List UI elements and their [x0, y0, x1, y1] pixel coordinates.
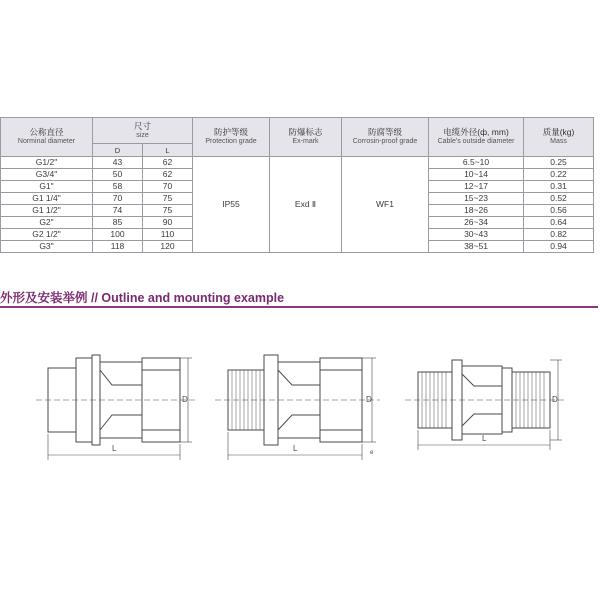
cell-nominal: G1 1/2"	[1, 205, 93, 217]
cell-d: 85	[93, 217, 143, 229]
cell-d: 118	[93, 241, 143, 253]
header-corrosion-en: Corrosin-proof grade	[352, 138, 418, 145]
cell-cable: 26~34	[429, 217, 524, 229]
cell-cable: 15~23	[429, 193, 524, 205]
header-cable-zh: 电缆外径(ф, mm)	[443, 127, 509, 137]
section-divider	[0, 306, 598, 308]
cell-l: 62	[143, 169, 193, 181]
dim-note-mark: e	[370, 450, 374, 456]
header-size-d: D	[93, 144, 143, 157]
header-protection-zh: 防护等级	[214, 127, 249, 137]
spec-table	[0, 117, 594, 253]
cell-l: 90	[143, 217, 193, 229]
header-nominal-zh: 公称直径	[29, 127, 64, 137]
cell-l: 70	[143, 181, 193, 193]
cell-l: 110	[143, 229, 193, 241]
cell-cable: 38~51	[429, 241, 524, 253]
dim-label-d-3: D	[552, 395, 558, 404]
cell-nominal: G1 1/4"	[1, 193, 93, 205]
cell-mass: 0.25	[524, 157, 594, 169]
section-title: 外形及安装举例 // Outline and mounting example	[0, 291, 285, 305]
cell-d: 74	[93, 205, 143, 217]
header-corrosion	[342, 118, 429, 157]
cell-cable: 6.5~10	[429, 157, 524, 169]
cell-cable: 18~26	[429, 205, 524, 217]
cell-mass: 0.52	[524, 193, 594, 205]
header-size-l: L	[143, 144, 193, 157]
header-exmark	[270, 118, 342, 157]
fitting-drawing-2	[215, 355, 380, 460]
header-size-en: size	[136, 131, 149, 139]
header-exmark-en: Ex-mark	[292, 138, 319, 145]
header-size	[93, 118, 193, 144]
header-cable-en: Cable's outside diameter	[437, 138, 515, 145]
header-protection-en: Protection grade	[205, 138, 257, 145]
cell-d: 43	[93, 157, 143, 169]
cell-mass: 0.56	[524, 205, 594, 217]
header-mass	[524, 118, 594, 157]
dim-label-l-2: L	[293, 444, 298, 453]
cell-corrosion: WF1	[342, 157, 429, 253]
dim-label-l-1: L	[112, 444, 117, 453]
dim-label-d-2: D	[366, 395, 372, 404]
header-mass-en: Mass	[550, 138, 567, 145]
header-nominal-en: Norminal diameter	[17, 138, 76, 145]
header-exmark-zh: 防爆标志	[288, 127, 323, 137]
cell-mass: 0.82	[524, 229, 594, 241]
cell-d: 70	[93, 193, 143, 205]
cell-nominal: G1"	[1, 181, 93, 193]
header-corrosion-zh: 防腐等级	[368, 127, 403, 137]
cell-cable: 30~43	[429, 229, 524, 241]
cell-nominal: G1/2"	[1, 157, 93, 169]
dim-label-d-1: D	[182, 395, 188, 404]
header-cable	[429, 118, 524, 157]
header-protection	[193, 118, 270, 157]
table-row	[1, 157, 594, 169]
cell-nominal: G2"	[1, 217, 93, 229]
cell-d: 58	[93, 181, 143, 193]
cell-l: 62	[143, 157, 193, 169]
header-mass-zh: 质量(kg)	[542, 127, 575, 137]
cell-exmark: Exd Ⅱ	[270, 157, 342, 253]
header-size-zh: 尺寸	[134, 120, 152, 131]
cell-mass: 0.31	[524, 181, 594, 193]
cell-nominal: G3/4"	[1, 169, 93, 181]
cell-nominal: G2 1/2"	[1, 229, 93, 241]
cell-d: 50	[93, 169, 143, 181]
cell-l: 120	[143, 241, 193, 253]
cell-cable: 10~14	[429, 169, 524, 181]
cell-l: 75	[143, 193, 193, 205]
cell-nominal: G3"	[1, 241, 93, 253]
cell-mass: 0.94	[524, 241, 594, 253]
header-nominal	[1, 118, 93, 157]
cell-mass: 0.22	[524, 169, 594, 181]
dim-label-l-3: L	[482, 434, 487, 443]
cell-cable: 12~17	[429, 181, 524, 193]
outline-drawings	[0, 330, 600, 470]
cell-d: 100	[93, 229, 143, 241]
cell-mass: 0.64	[524, 217, 594, 229]
cell-protection: IP55	[193, 157, 270, 253]
cell-l: 75	[143, 205, 193, 217]
